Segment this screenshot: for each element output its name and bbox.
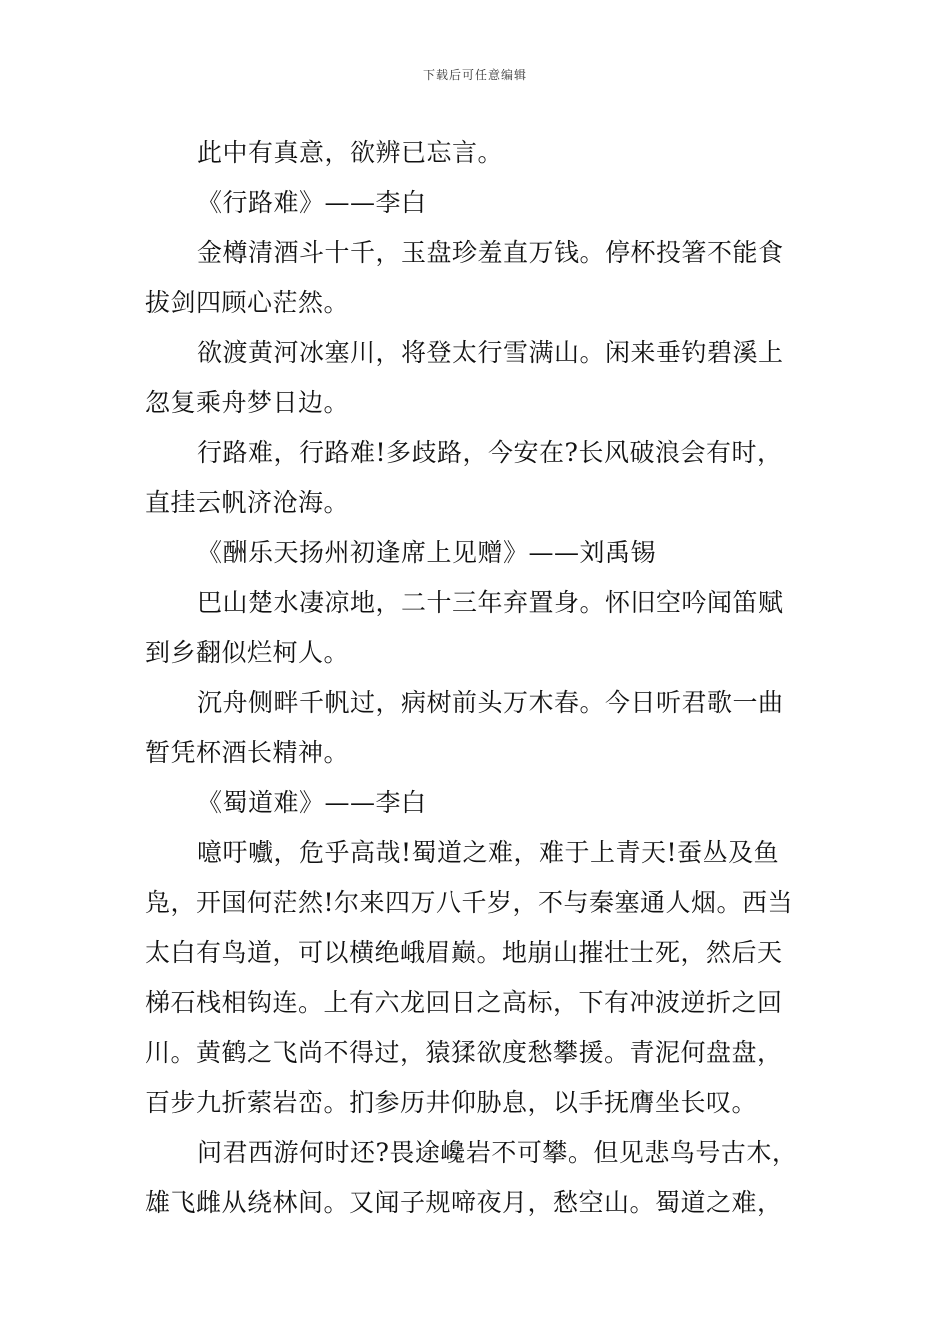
text-line: 太白有鸟道，可以横绝峨眉巅。地崩山摧壮士死，然后天 [145, 938, 783, 967]
text-line: 欲渡黄河冰塞川，将登太行雪满山。闲来垂钓碧溪上 [197, 338, 784, 367]
text-line: 金樽清酒斗十千，玉盘珍羞直万钱。停杯投箸不能食 [197, 238, 784, 267]
text-line: 问君西游何时还?畏途巉岩不可攀。但见悲鸟号古木， [197, 1138, 798, 1167]
text-line: 此中有真意，欲辨已忘言。 [197, 138, 504, 167]
text-line: 拔剑四顾心茫然。 [145, 288, 350, 317]
text-line: 巴山楚水凄凉地，二十三年弃置身。怀旧空吟闻笛赋 [197, 588, 784, 617]
poem-title: 《蜀道难》——李白 [197, 788, 427, 817]
text-line: 百步九折萦岩峦。扪参历井仰胁息，以手抚膺坐长叹。 [145, 1088, 758, 1117]
text-line: 到乡翻似烂柯人。 [145, 638, 350, 667]
text-line: 凫，开国何茫然!尔来四万八千岁，不与秦塞通人烟。西当 [145, 888, 794, 917]
text-line: 沉舟侧畔千帆过，病树前头万木春。今日听君歌一曲 [197, 688, 784, 717]
text-line: 雄飞雌从绕林间。又闻子规啼夜月，愁空山。蜀道之难， [145, 1188, 783, 1217]
text-line: 噫吁嚱，危乎高哉!蜀道之难，难于上青天!蚕丛及鱼 [197, 838, 780, 867]
poem-title: 《行路难》——李白 [197, 188, 427, 217]
text-line: 川。黄鹤之飞尚不得过，猿猱欲度愁攀援。青泥何盘盘， [145, 1038, 783, 1067]
text-line: 行路难，行路难!多歧路，今安在?长风破浪会有时， [197, 438, 783, 467]
text-line: 暂凭杯酒长精神。 [145, 738, 350, 767]
text-line: 忽复乘舟梦日边。 [145, 388, 350, 417]
poem-body [145, 128, 815, 1228]
text-line: 梯石栈相钩连。上有六龙回日之高标，下有冲波逆折之回 [145, 988, 783, 1017]
poem-title: 《酬乐天扬州初逢席上见赠》——刘禹锡 [197, 538, 657, 567]
page-header: 下载后可任意编辑 [422, 68, 527, 82]
text-line: 直挂云帆济沧海。 [145, 488, 350, 517]
